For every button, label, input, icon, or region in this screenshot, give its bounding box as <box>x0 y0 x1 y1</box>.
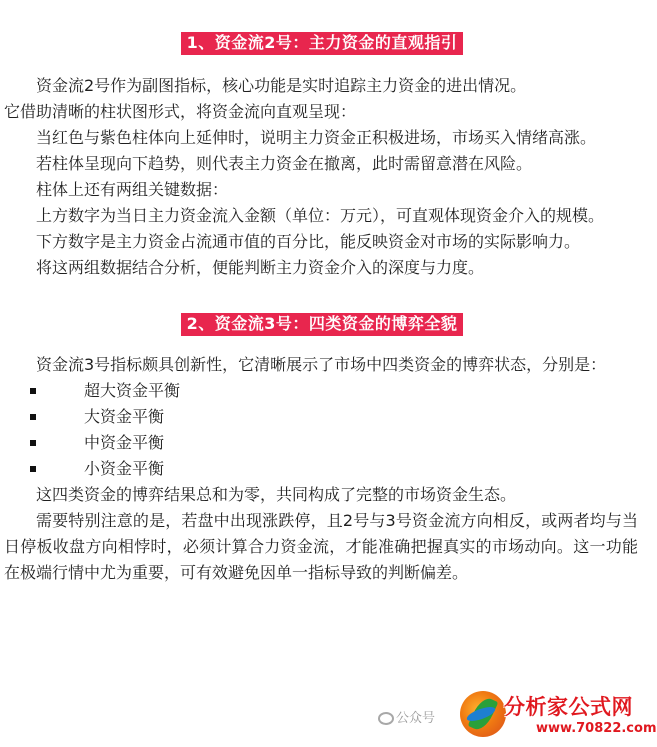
section-2-title: 2、资金流3号：四类资金的博弈全貌 <box>0 311 644 336</box>
site-url: www.70822.com <box>536 721 657 736</box>
list-item: 中资金平衡 <box>4 430 644 456</box>
list-item: 大资金平衡 <box>4 404 644 430</box>
section-1-paragraph: 当红色与紫色柱体向上延伸时，说明主力资金正积极进场，市场买入情绪高涨。 <box>36 128 597 147</box>
section-1-paragraph: 资金流2号作为副图指标，核心功能是实时追踪主力资金的进出情况。 <box>36 76 527 95</box>
fund-type-list <box>0 378 644 482</box>
site-name: 分析家公式网 <box>504 695 633 719</box>
section-2-paragraph: 需要特别注意的是，若盘中出现涨跌停，且2号与3号资金流方向相反，或两者均与当日停板收盘方向相悖时，必须计算合力资金流，才能准确把握真实的市场动向。这一功能在极端行情中尤为重要，可有效避免因单一指标导致的判断偏差。 <box>4 511 638 582</box>
list-item: 小资金平衡 <box>4 456 644 482</box>
section-1-paragraph: 上方数字为当日主力资金流入金额（单位：万元），可直观体现资金介入的规模。 <box>36 206 605 225</box>
section-2-paragraph: 这四类资金的博弈结果总和为零，共同构成了完整的市场资金生态。 <box>36 485 517 504</box>
site-logo-watermark <box>460 685 657 747</box>
section-1-paragraph: 柱体上还有两组关键数据： <box>36 180 229 199</box>
wechat-icon <box>378 712 394 725</box>
section-1-paragraph: 它借助清晰的柱状图形式，将资金流向直观呈现： <box>4 102 357 121</box>
section-2-intro: 资金流3号指标颇具创新性，它清晰展示了市场中四类资金的博弈状态，分别是： <box>36 355 607 374</box>
square-bullet-icon <box>30 440 36 446</box>
square-bullet-icon <box>30 466 36 472</box>
logo-emblem-icon <box>460 691 506 737</box>
wechat-watermark: 公众号 <box>378 707 435 726</box>
section-1-paragraph: 下方数字是主力资金占流通市值的百分比，能反映资金对市场的实际影响力。 <box>36 232 581 251</box>
section-1-title: 1、资金流2号：主力资金的直观指引 <box>0 30 644 55</box>
square-bullet-icon <box>30 414 36 420</box>
section-1-paragraph: 若柱体呈现向下趋势，则代表主力资金在撤离，此时需留意潜在风险。 <box>36 154 533 173</box>
section-1-paragraph: 将这两组数据结合分析，便能判断主力资金介入的深度与力度。 <box>36 258 485 277</box>
square-bullet-icon <box>30 388 36 394</box>
list-item: 超大资金平衡 <box>4 378 644 404</box>
